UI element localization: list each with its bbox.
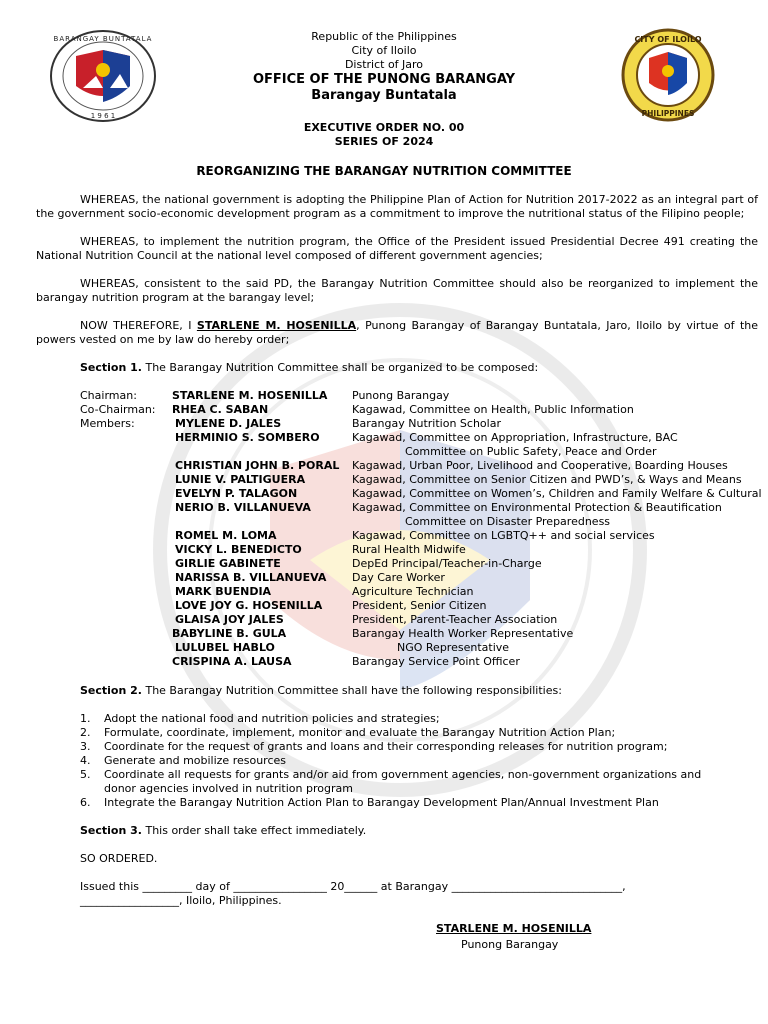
committee-member-position: Rural Health Midwife [352,543,466,556]
header-republic: Republic of the Philippines [311,30,457,43]
list-number: 3. [80,740,91,753]
committee-member-name: STARLENE M. HOSENILLA [172,389,328,402]
executive-order-series: SERIES OF 2024 [334,135,434,148]
committee-member-position: Barangay Service Point Officer [352,655,520,668]
committee-member-position: Kagawad, Committee on Environmental Protection & Beautification [352,501,722,514]
whereas-clause-1: WHEREAS, the national government is adopting the Philippine Plan of Action for Nutrition 2017-2022 as an integral part of the government socio-economic development program as a commitment to improve the nutritional status of the Filipino people; [36,193,758,220]
committee-member-position: Kagawad, Urban Poor, Livelihood and Cooperative, Boarding Houses [352,459,728,472]
section-3-label: Section 3. [80,824,142,837]
signatory-name: STARLENE M. HOSENILLA [436,922,592,935]
header-district: District of Jaro [344,58,424,71]
signatory-title: Punong Barangay [461,938,559,951]
issued-line-2: __________________, Iloilo, Philippines. [80,894,282,907]
responsibility-item [80,796,740,810]
responsibility-item [80,740,740,754]
issued-line-1: Issued this _________ day of _________________ 20______ at Barangay _______________________________, [80,880,626,893]
section-1 [80,361,538,375]
committee-member-name: CRISPINA A. LAUSA [172,655,292,668]
section-3-text: This order shall take effect immediately. [141,824,367,837]
svg-text:BARANGAY BUNTATALA: BARANGAY BUNTATALA [53,35,153,43]
section-2 [80,684,562,698]
section-1-text: The Barangay Nutrition Committee shall be organized to be composed: [141,361,539,374]
committee-member-name: EVELYN P. TALAGON [175,487,298,500]
role-members: Members: [80,417,135,430]
committee-member-name: MARK BUENDIA [175,585,272,598]
committee-member-position-extra: Committee on Disaster Preparedness [405,515,611,528]
committee-member-name: LOVE JOY G. HOSENILLA [175,599,323,612]
list-number: 4. [80,754,91,767]
committee-member-position: Day Care Worker [352,571,445,584]
list-text: Adopt the national food and nutrition policies and strategies; [104,712,440,725]
committee-member-name: MYLENE D. JALES [175,417,282,430]
committee-member-position: Kagawad, Committee on Appropriation, Infrastructure, BAC [352,431,678,444]
whereas-clause-2: WHEREAS, to implement the nutrition program, the Office of the President issued Presidential Decree 491 creating the National Nutrition Council at the national level composed of different government agencies; [36,235,758,262]
list-text: Generate and mobilize resources [104,754,287,767]
committee-member-name: LULUBEL HABLO [175,641,275,654]
committee-member-position: Barangay Health Worker Representative [352,627,574,640]
svg-text:PHILIPPINES: PHILIPPINES [641,109,695,118]
committee-member-name: BABYLINE B. GULA [172,627,287,640]
list-text: Coordinate for the request of grants and loans and their corresponding releases for nutrition program; [104,740,668,753]
committee-member-position: Barangay Nutrition Scholar [352,417,501,430]
list-number: 6. [80,796,91,809]
so-ordered: SO ORDERED. [80,852,158,865]
now-therefore-prefix: NOW THEREFORE, I [80,319,197,332]
list-text: Integrate the Barangay Nutrition Action Plan to Barangay Development Plan/Annual Investment Plan [104,796,659,809]
committee-member-name: RHEA C. SABAN [172,403,269,416]
now-therefore-suffix: , Punong Barangay of Barangay Buntatala, Jaro, Iloilo by virtue of the powers vested on me by law do hereby order; [36,319,758,346]
section-1-label: Section 1. [80,361,142,374]
responsibility-item [80,712,740,726]
committee-member-position: NGO Representative [397,641,510,654]
committee-member-name: CHRISTIAN JOHN B. PORAL [175,459,340,472]
committee-member-position: President, Parent-Teacher Association [352,613,558,626]
committee-member-name: NARISSA B. VILLANUEVA [175,571,327,584]
responsibility-item [80,726,740,740]
committee-member-name: NERIO B. VILLANUEVA [175,501,311,514]
committee-member-position: President, Senior Citizen [352,599,487,612]
committee-member-name: ROMEL M. LOMA [175,529,277,542]
committee-member-position: Kagawad, Committee on LGBTQ++ and social services [352,529,655,542]
committee-member-name: LUNIE V. PALTIGUERA [175,473,306,486]
committee-member-name: HERMINIO S. SOMBERO [175,431,320,444]
whereas-clause-3: WHEREAS, consistent to the said PD, the Barangay Nutrition Committee should also be reorganized to implement the barangay nutrition program at the barangay level; [36,277,758,304]
section-2-text: The Barangay Nutrition Committee shall have the following responsibilities: [141,684,562,697]
list-text: Formulate, coordinate, implement, monitor and evaluate the Barangay Nutrition Action Plan; [104,726,616,739]
svg-text:1 9 6 1: 1 9 6 1 [90,112,116,120]
committee-member-position: Agriculture Technician [352,585,474,598]
header-office: OFFICE OF THE PUNONG BARANGAY [252,72,516,87]
responsibility-item [80,754,740,768]
list-number: 5. [80,768,91,781]
header-barangay: Barangay Buntatala [311,88,457,103]
committee-member-position: Punong Barangay [352,389,450,402]
committee-member-position: Kagawad, Committee on Senior Citizen and PWD’s, & Ways and Means [352,473,742,486]
list-number: 1. [80,712,91,725]
committee-member-name: VICKY L. BENEDICTO [175,543,302,556]
role-cochairman: Co-Chairman: [80,403,156,416]
header-city: City of Iloilo [351,44,417,57]
list-text: Coordinate all requests for grants and/or aid from government agencies, non-government organizations and donor agencies involved in nutrition program [104,768,702,795]
committee-member-position: DepEd Principal/Teacher-in-Charge [352,557,542,570]
responsibility-item [80,768,740,796]
section-3 [80,824,366,838]
role-chairman: Chairman: [80,389,137,402]
document-title: REORGANIZING THE BARANGAY NUTRITION COMMITTEE [196,164,572,178]
svg-text:CITY OF ILOILO: CITY OF ILOILO [634,35,702,44]
committee-member-position: Kagawad, Committee on Women’s, Children and Family Welfare & Cultural [352,487,762,500]
now-therefore-clause [36,319,758,347]
committee-member-position: Kagawad, Committee on Health, Public Information [352,403,634,416]
list-number: 2. [80,726,91,739]
section-2-label: Section 2. [80,684,142,697]
committee-member-name: GIRLIE GABINETE [175,557,281,570]
committee-member-position-extra: Committee on Public Safety, Peace and Order [405,445,657,458]
executive-order-number: EXECUTIVE ORDER NO. 00 [303,121,465,134]
now-therefore-name: STARLENE M. HOSENILLA [196,319,357,332]
committee-member-name: GLAISA JOY JALES [175,613,284,626]
